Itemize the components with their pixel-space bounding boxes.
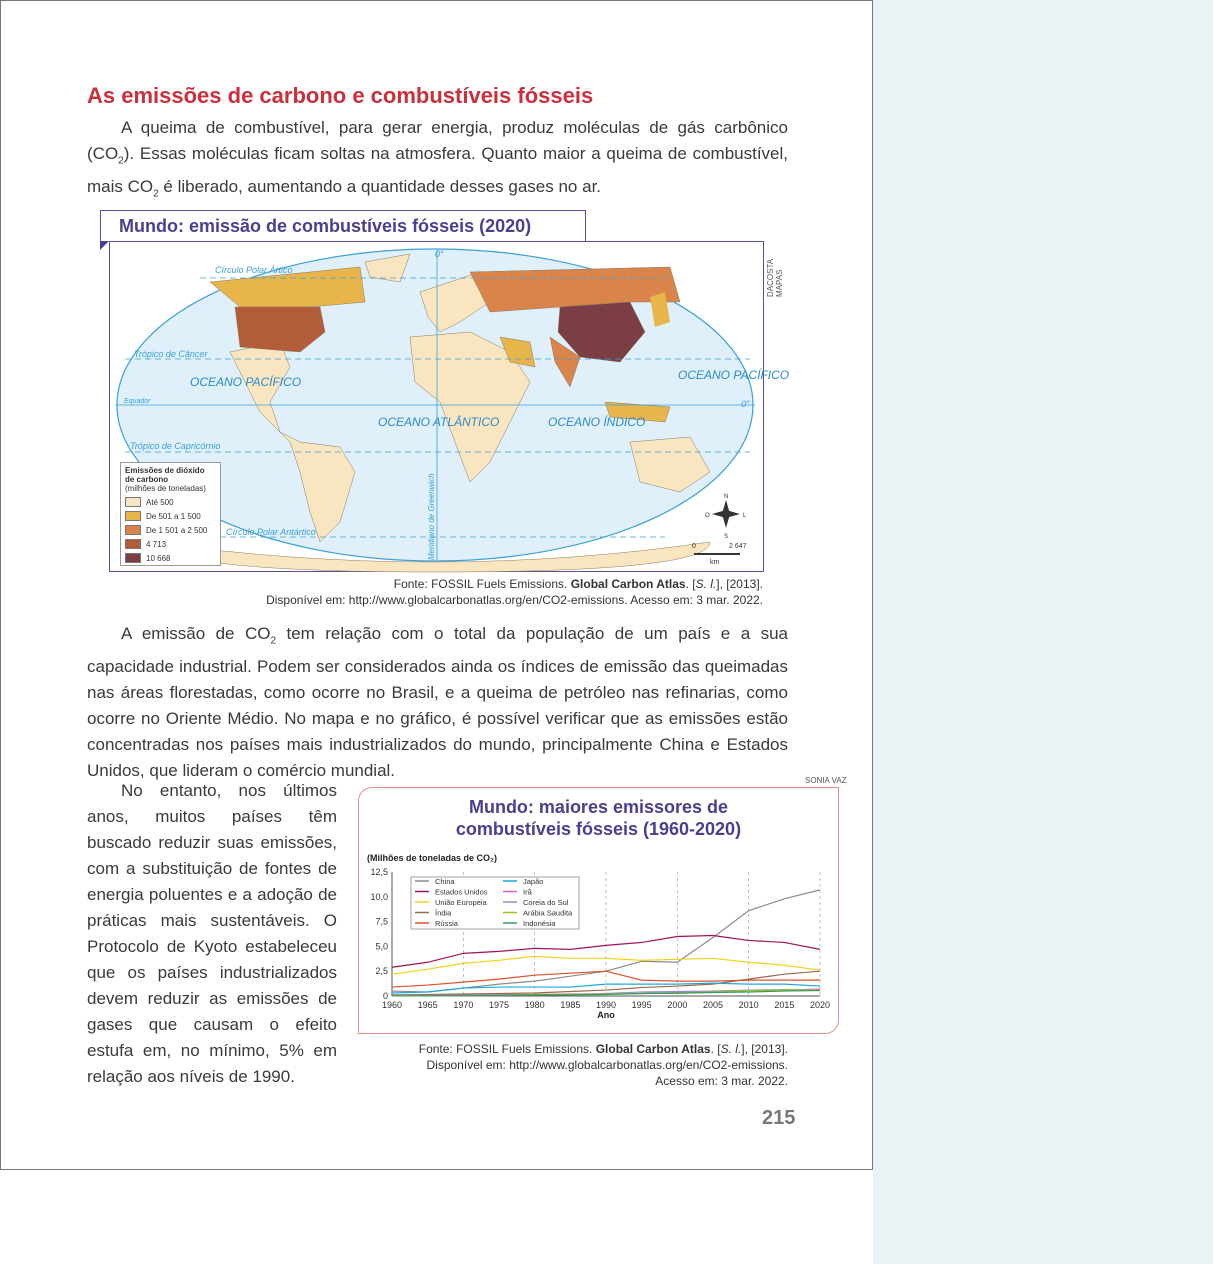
legend-label: 10 668 [146, 553, 171, 563]
x-tick-label: 1990 [595, 1000, 617, 1010]
x-tick-label: 1970 [453, 1000, 474, 1010]
chart-credit: SONIA VAZ [805, 776, 847, 785]
legend-item [125, 539, 216, 549]
legend-title: Emissões de dióxido de carbono [125, 466, 205, 484]
x-tick-label: 1960 [381, 1000, 403, 1010]
chart-svg [359, 848, 838, 1033]
section-title: As emissões de carbono e combustíveis fósseis [87, 83, 594, 108]
x-tick-label: 2005 [702, 1000, 724, 1010]
x-tick-label: 1985 [560, 1000, 581, 1010]
x-tick-label: 2010 [738, 1000, 759, 1010]
legend-label: Rússia [435, 919, 458, 928]
svg-text:km: km [710, 559, 720, 566]
svg-text:N: N [724, 494, 729, 500]
page-number: 215 [762, 1107, 796, 1129]
compass-rose [705, 494, 747, 540]
legend-swatch [125, 539, 141, 549]
label-atlantic: OCEANO ATLÂNTICO [378, 415, 500, 429]
y-tick-label: 12,5 [370, 867, 388, 877]
label-arctic: Círculo Polar Ártico [215, 265, 293, 275]
chart-title: Mundo: maiores emissores de combustíveis fósseis (1960-2020) [455, 797, 742, 839]
label-0-right: 0° [741, 399, 750, 409]
x-tick-label: 1980 [524, 1000, 545, 1010]
legend-item [125, 497, 216, 507]
label-pacific-e: OCEANO PACÍFICO [678, 368, 790, 382]
legend-swatch [125, 497, 141, 507]
map-title: Mundo: emissão de combustíveis fósseis (2020) [100, 210, 586, 242]
legend-swatch [125, 525, 141, 535]
x-tick-label: 2015 [774, 1000, 795, 1010]
tab-corner [100, 241, 109, 250]
label-0-top: 0° [435, 249, 444, 259]
svg-text:O: O [705, 513, 710, 519]
y-tick-label: 0 [382, 991, 388, 1001]
label-indian: OCEANO ÍNDICO [548, 415, 646, 429]
x-tick-label: 2000 [667, 1000, 688, 1010]
y-tick-label: 5,0 [375, 941, 388, 952]
kyoto-paragraph: No entanto, nos últimos anos, muitos países têm buscado reduzir suas emissões, com a substituição de fontes de energia poluentes e a adoção de práticas mais sustentáveis. O Protocolo de Kyoto estabeleceu que os países industrializados devem reduzir as emissões de gases que causam o efeito estufa em, no mínimo, 5% em relação aos níveis de 1990. [87, 781, 337, 1086]
svg-text:2 647: 2 647 [729, 543, 747, 550]
label-cancer: Trópico de Câncer [134, 349, 208, 359]
side-margin [873, 0, 1213, 1264]
intro-paragraph: A queima de combustível, para gerar energia, produz moléculas de gás carbônico $(CO_2)$. Essas moléculas ficam soltas na atmosfera. Quanto maior a queima de combustível, mais $CO_2$ é liberado, aumentando a quantidade desses gases no ar. [87, 118, 788, 200]
legend-label: Até 500 [146, 497, 174, 507]
label-greenwich: Meridiano de Greenwich [427, 473, 436, 560]
legend-label: Indonésia [523, 919, 556, 928]
legend-label: Japão [523, 877, 544, 886]
map-legend [120, 462, 221, 566]
legend-swatch [125, 511, 141, 521]
map-credit: DACOSTA MAPAS [766, 259, 784, 297]
legend-label: De 1 501 a 2 500 [146, 525, 208, 535]
x-tick-label: 1965 [417, 1000, 438, 1010]
emissions-chart [358, 787, 839, 1034]
label-capricorn: Trópico de Capricórnio [130, 441, 221, 451]
legend-label: Coreia do Sul [523, 898, 569, 907]
map-source: Fonte: FOSSIL Fuels Emissions. Global Carbon Atlas. [S. l.], [2013]. Disponível em: http://www.globalcarbonatlas.org/en/CO2-emissions. Acesso em: 3 mar. 2022. [266, 577, 763, 607]
legend-label: Índia [435, 908, 452, 918]
legend-subtitle: (milhões de toneladas) [125, 484, 206, 493]
body-paragraph: A emissão de $CO_2$ tem relação com o total da população de um país e a sua capacidade industrial. Podem ser considerados ainda os índices de emissão das queimadas nas áreas florestadas, como ocorre no Brasil, e a queima de petróleo nas refinarias, como ocorre no Oriente Médio. No mapa e no gráfico, é possível verificar que as emissões estão concentradas nos países mais industrializados do mundo, principalmente China e Estados Unidos, que lideram o comércio mundial. [87, 624, 789, 781]
chart-source: Fonte: FOSSIL Fuels Emissions. Global Carbon Atlas. [S. l.], [2013]. Disponível em: http://www.globalcarbonatlas.org/en/CO2-emissions. Acesso em: 3 mar. 2022. [418, 1042, 788, 1088]
x-tick-label: 1975 [488, 1000, 510, 1010]
label-pacific-w: OCEANO PACÍFICO [190, 375, 302, 389]
y-tick-label: 10,0 [370, 891, 388, 902]
y-axis-label: (Milhões de toneladas de CO₂) [367, 853, 498, 863]
label-antarctic: Círculo Polar Antártico [226, 527, 316, 537]
y-tick-label: 2,5 [375, 966, 388, 977]
x-tick-label: 1995 [631, 1000, 652, 1010]
label-equator: Equador [124, 398, 151, 405]
legend-label: China [435, 877, 455, 886]
legend-item [125, 511, 216, 521]
x-axis-label: Ano [597, 1010, 615, 1020]
svg-text:0: 0 [692, 543, 696, 550]
svg-text:L: L [743, 513, 747, 519]
y-tick-label: 7,5 [375, 916, 388, 927]
legend-label: Arábia Saudita [523, 908, 573, 918]
legend-label: Irã [523, 887, 532, 897]
legend-label: União Europeia [435, 898, 487, 907]
legend-label: 4 713 [146, 539, 167, 549]
legend-item [125, 525, 216, 535]
svg-text:S: S [724, 534, 729, 540]
legend-label: Estados Unidos [435, 887, 488, 897]
legend-item [125, 553, 216, 563]
x-tick-label: 2020 [809, 1000, 831, 1010]
legend-swatch [125, 553, 141, 563]
legend-label: De 501 a 1 500 [146, 511, 201, 521]
